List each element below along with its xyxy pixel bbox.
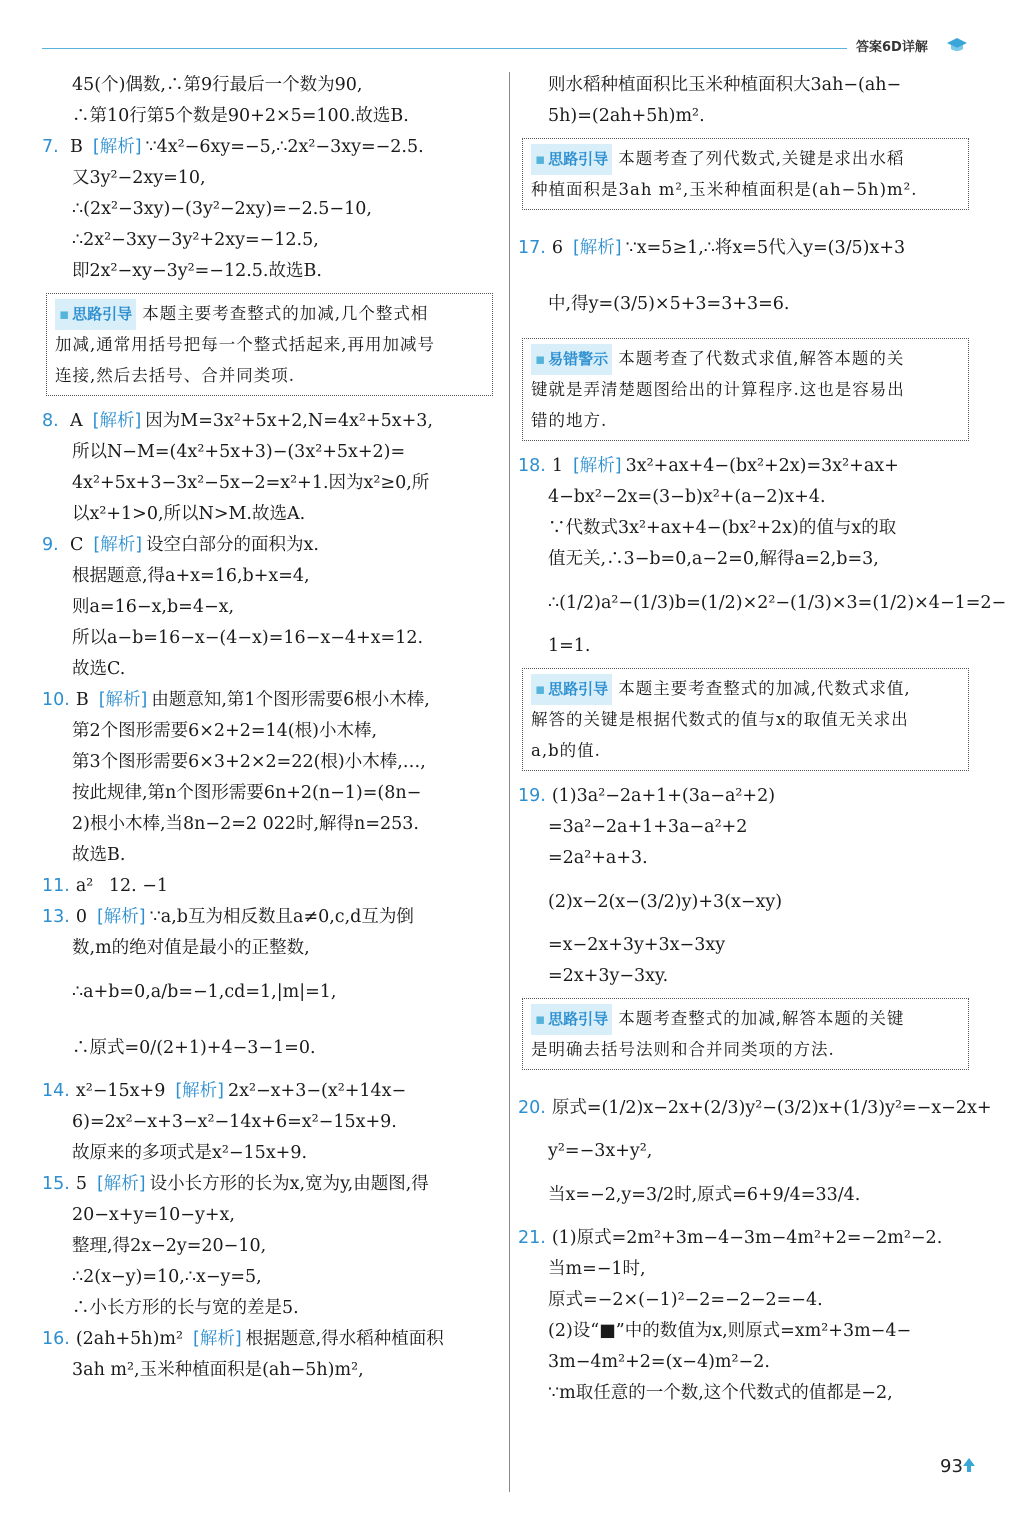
solution-line: 4−bx²−2x=(3−b)x²+(a−2)x+4.: [548, 487, 826, 507]
tip-title: [55, 299, 136, 330]
question-number: 9.: [42, 535, 59, 555]
solution-line: (2)设“■”中的数值为x,则原式=xm²+3m−4−: [548, 1321, 912, 1341]
question-number: 10.: [42, 690, 70, 710]
tip-text: 本题考查整式的加减,解答本题的关键: [618, 1009, 905, 1028]
solution-line: 故原来的多项式是x²−15x+9.: [72, 1143, 308, 1163]
question-line: [42, 406, 497, 437]
question-line: [42, 132, 497, 163]
answer: B: [75, 690, 89, 710]
solution-line: 又3y²−2xy=10,: [72, 168, 206, 188]
solution-line: 第3个图形需要6×3+2×2=22(根)小木棒,…,: [72, 752, 426, 772]
solution-text: ∵4x²−6xy=−5,∴2x²−3xy=−2.5.: [145, 137, 424, 157]
tip-line: [531, 343, 960, 374]
solution-line: 则a=16−x,b=4−x,: [72, 597, 235, 617]
solution-line: 中,得y=(3/5)×5+3=3+3=6.: [548, 294, 790, 314]
tip-dot-icon: ▪: [59, 305, 70, 323]
question-line: [42, 1076, 497, 1107]
answer: 6: [551, 238, 563, 258]
tip-box: [46, 293, 493, 396]
solution-line: 6)=2x²−x+3−x²−14x+6=x²−15x+9.: [72, 1112, 397, 1132]
question-number: 14.: [42, 1081, 70, 1101]
solution-line: =3a²−2a+1+3a−a²+2: [548, 817, 748, 837]
analysis-tag: [解析]: [572, 238, 622, 258]
solution-line: 则水稻种植面积比玉米种植面积大3ah−(ah−: [548, 75, 902, 95]
answer: C: [70, 535, 84, 555]
solution-line: ∴a+b=0,a/b=−1,cd=1,|m|=1,: [72, 982, 337, 1002]
solution-line: ∴2(x−y)=10,∴x−y=5,: [72, 1267, 262, 1287]
solution-line: 故选B.: [72, 845, 126, 865]
solution-line: ∴(1/2)a²−(1/3)b=(1/2)×2²−(1/3)×3=(1/2)×4−1=2−: [548, 593, 1007, 613]
solution-text: ∵x=5≥1,∴将x=5代入y=(3/5)x+3: [625, 238, 906, 258]
question-number: 20.: [518, 1098, 546, 1118]
solution-text: 设空白部分的面积为x.: [146, 535, 319, 555]
answer: (2ah+5h)m²: [75, 1329, 184, 1349]
answer: 1: [551, 456, 563, 476]
solution-line: 3m−4m²+2=(x−4)m²−2.: [548, 1352, 770, 1372]
question-line: [518, 781, 973, 812]
header-rule: [42, 48, 847, 49]
tip-line: [531, 673, 960, 704]
question-line: [518, 1223, 973, 1254]
tip-line: [531, 1034, 960, 1065]
tip-line: [531, 405, 960, 436]
answer: x²−15x+9: [75, 1081, 166, 1101]
solution-text: 根据题意,得水稻种植面积: [245, 1329, 444, 1349]
answer: A: [70, 411, 83, 431]
tip-line: [55, 298, 484, 329]
solution-text: 3x²+ax+4−(bx²+2x)=3x²+ax+: [625, 456, 899, 476]
solution-line: 所以N−M=(4x²+5x+3)−(3x²+5x+2)=: [72, 442, 406, 462]
solution-text: (1)3a²−2a+1+(3a−a²+2): [551, 786, 776, 806]
question-number: 7.: [42, 137, 59, 157]
tip-title-text: 思路引导: [548, 1010, 609, 1028]
tip-text: 本题考查了列代数式,关键是求出水稻: [618, 149, 905, 168]
column-divider: [509, 72, 510, 1492]
solution-line: 即2x²−xy−3y²=−12.5.故选B.: [72, 261, 322, 281]
question-number: 16.: [42, 1329, 70, 1349]
question-number: 17.: [518, 238, 546, 258]
answer: a²: [75, 876, 94, 896]
solution-text: 设小长方形的长为x,宽为y,由题图,得: [149, 1174, 429, 1194]
right-column: [518, 70, 1007, 1409]
tip-title-text: 思路引导: [548, 680, 609, 698]
tip-text: 是明确去括号法则和合并同类项的方法.: [531, 1040, 835, 1059]
solution-line: 整理,得2x−2y=20−10,: [72, 1236, 267, 1256]
tip-dot-icon: ▪: [535, 680, 546, 698]
tip-title-text: 思路引导: [548, 150, 609, 168]
cap-icon: [946, 36, 968, 54]
analysis-tag: [解析]: [98, 690, 148, 710]
tip-box: [522, 668, 969, 771]
solution-text: (1)原式=2m²+3m−4−3m−4m²+2=−2m²−2.: [551, 1228, 943, 1248]
page-marker-icon: [962, 1456, 976, 1474]
question-line: [42, 685, 497, 716]
tip-text: 连接,然后去括号、合并同类项.: [55, 366, 295, 385]
question-line: [42, 1169, 497, 1200]
solution-text: 12. −1: [103, 876, 169, 896]
tip-line: [531, 704, 960, 735]
question-line: [518, 220, 973, 276]
solution-line: 数,m的绝对值是最小的正整数,: [72, 938, 310, 958]
solution-line: (2)x−2(x−(3/2)y)+3(x−xy): [548, 892, 783, 912]
tip-title-text: 易错警示: [548, 350, 609, 368]
solution-line: 4x²+5x+3−3x²−5x−2=x²+1.因为x²≥0,所: [72, 473, 430, 493]
question-number: 11.: [42, 876, 70, 896]
solution-line: 以x²+1>0,所以N>M.故选A.: [72, 504, 306, 524]
question-line: [518, 451, 973, 482]
tip-box: [522, 338, 969, 441]
tip-text: 加减,通常用括号把每一个整式括起来,再用加减号: [55, 335, 435, 354]
tip-text: 错的地方.: [531, 411, 608, 430]
solution-line: 3ah m²,玉米种植面积是(ah−5h)m²,: [72, 1360, 364, 1380]
solution-line: =2a²+a+3.: [548, 848, 648, 868]
solution-line: 当x=−2,y=3/2时,原式=6+9/4=33/4.: [548, 1185, 861, 1205]
tip-line: [55, 360, 484, 391]
analysis-tag: [解析]: [92, 411, 142, 431]
analysis-tag: [解析]: [175, 1081, 224, 1101]
tip-line: [531, 174, 960, 205]
tip-line: [531, 374, 960, 405]
tip-dot-icon: ▪: [535, 150, 546, 168]
solution-line: 45(个)偶数,∴第9行最后一个数为90,: [72, 75, 363, 95]
solution-line: =x−2x+3y+3x−3xy: [548, 935, 726, 955]
solution-line: 原式=−2×(−1)²−2=−2−2=−4.: [548, 1290, 823, 1310]
solution-line: 2)根小木棒,当8n−2=2 022时,解得n=253.: [72, 814, 419, 834]
question-number: 13.: [42, 907, 70, 927]
tip-line: [55, 329, 484, 360]
solution-line: 按此规律,第n个图形需要6n+2(n−1)=(8n−: [72, 783, 422, 803]
solution-line: ∵m取任意的一个数,这个代数式的值都是−2,: [548, 1383, 893, 1403]
analysis-tag: [解析]: [93, 535, 143, 555]
question-line: [42, 1324, 497, 1355]
solution-line: 根据题意,得a+x=16,b+x=4,: [72, 566, 310, 586]
tip-text: 本题考查了代数式求值,解答本题的关: [618, 349, 905, 368]
tip-text: a,b的值.: [531, 741, 601, 760]
solution-line: y²=−3x+y²,: [548, 1141, 653, 1161]
solution-line: ∴原式=0/(2+1)+4−3−1=0.: [72, 1038, 316, 1058]
page-number: 93: [940, 1456, 963, 1477]
solution-line: ∴(2x²−3xy)−(3y²−2xy)=−2.5−10,: [72, 199, 372, 219]
solution-line: 1=1.: [548, 636, 591, 656]
solution-line: 当m=−1时,: [548, 1259, 646, 1279]
tip-line: [531, 735, 960, 766]
tip-title: [531, 344, 612, 375]
question-number: 8.: [42, 411, 59, 431]
solution-line: 所以a−b=16−x−(4−x)=16−x−4+x=12.: [72, 628, 424, 648]
tip-text: 本题主要考查整式的加减,几个整式相: [142, 304, 429, 323]
analysis-tag: [解析]: [96, 907, 146, 927]
solution-text: 因为M=3x²+5x+2,N=4x²+5x+3,: [145, 411, 433, 431]
tip-title: [531, 1004, 612, 1035]
question-number: 15.: [42, 1174, 70, 1194]
tip-box: [522, 138, 969, 210]
question-number: 21.: [518, 1228, 546, 1248]
tip-title: [531, 144, 612, 175]
question-number: 18.: [518, 456, 546, 476]
question-line: [42, 530, 497, 561]
solution-text: 2x²−x+3−(x²+14x−: [227, 1081, 407, 1101]
answer: B: [70, 137, 83, 157]
solution-line: ∴小长方形的长与宽的差是5.: [72, 1298, 299, 1318]
question-number: 19.: [518, 786, 546, 806]
question-line: [42, 871, 497, 902]
solution-line: ∴第10行第5个数是90+2×5=100.故选B.: [72, 106, 409, 126]
tip-text: 种植面积是3ah m²,玉米种植面积是(ah−5h)m².: [531, 180, 918, 199]
tip-text: 解答的关键是根据代数式的值与x的取值无关求出: [531, 710, 909, 729]
left-column: [42, 70, 497, 1386]
tip-box: [522, 998, 969, 1070]
tip-dot-icon: ▪: [535, 1010, 546, 1028]
header-label: 答案6D详解: [856, 40, 928, 55]
solution-line: 5h)=(2ah+5h)m².: [548, 106, 705, 126]
solution-line: =2x+3y−3xy.: [548, 966, 669, 986]
tip-text: 键就是弄清楚题图给出的计算程序.这也是容易出: [531, 380, 905, 399]
analysis-tag: [解析]: [572, 456, 622, 476]
solution-text: ∵a,b互为相反数且a≠0,c,d互为倒: [149, 907, 414, 927]
tip-title-text: 思路引导: [72, 305, 133, 323]
tip-line: [531, 1003, 960, 1034]
question-line: [42, 902, 497, 933]
solution-line: 故选C.: [72, 659, 126, 679]
tip-text: 本题主要考查整式的加减,代数式求值,: [618, 679, 911, 698]
solution-line: ∴2x²−3xy−3y²+2xy=−12.5,: [72, 230, 319, 250]
answer: 5: [75, 1174, 87, 1194]
analysis-tag: [解析]: [193, 1329, 242, 1349]
analysis-tag: [解析]: [92, 137, 142, 157]
tip-title: [531, 674, 612, 705]
solution-line: 20−x+y=10−y+x,: [72, 1205, 235, 1225]
analysis-tag: [解析]: [96, 1174, 146, 1194]
solution-text: 由题意知,第1个图形需要6根小木棒,: [151, 690, 430, 710]
solution-line: ∵代数式3x²+ax+4−(bx²+2x)的值与x的取: [548, 518, 897, 538]
solution-line: 值无关,∴3−b=0,a−2=0,解得a=2,b=3,: [548, 549, 879, 569]
question-line: [518, 1080, 992, 1136]
answer: 0: [75, 907, 87, 927]
solution-text: 原式=(1/2)x−2x+(2/3)y²−(3/2)x+(1/3)y²=−x−2x+: [551, 1098, 992, 1118]
tip-line: [531, 143, 960, 174]
tip-dot-icon: ▪: [535, 350, 546, 368]
solution-line: 第2个图形需要6×2+2=14(根)小木棒,: [72, 721, 378, 741]
